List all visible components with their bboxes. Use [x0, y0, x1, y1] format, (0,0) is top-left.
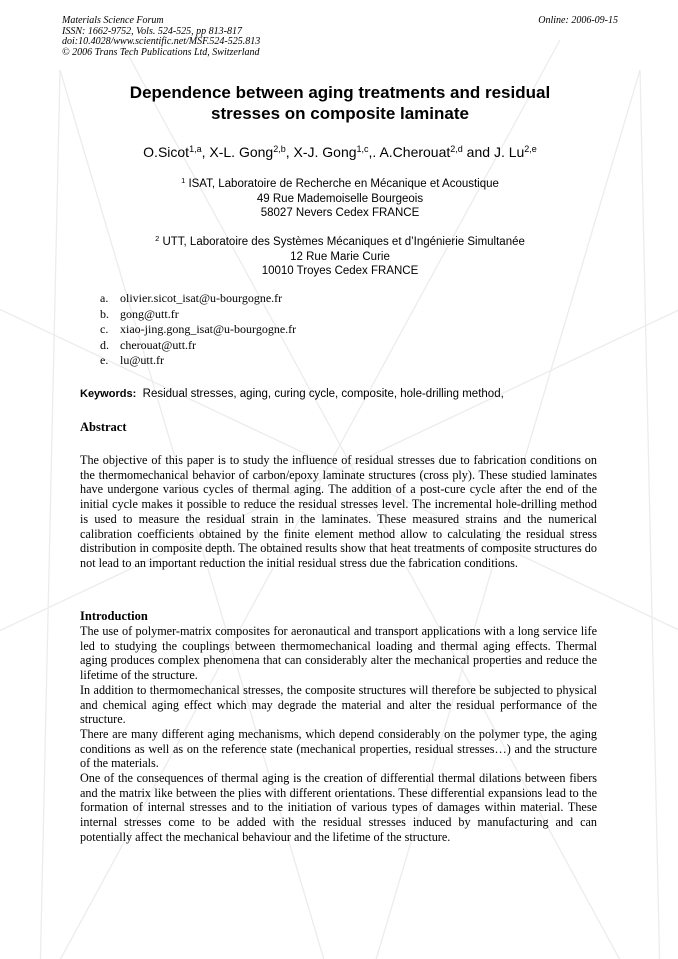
email-item: [100, 353, 296, 369]
email-label: b.: [100, 306, 109, 321]
introduction-heading: Introduction: [80, 609, 148, 623]
affiliation-number: 2: [155, 234, 160, 243]
intro-paragraph: There are many different aging mechanisms, which depend considerably on the polymer type, the aging conditions as well as on the reference state (mechanical properties, residual stresses…) and the structure of the materials.: [80, 726, 597, 771]
online-date: Online: 2006-09-15: [538, 15, 618, 26]
author-name: X-L. Gong: [209, 144, 274, 160]
email-address[interactable]: gong@utt.fr: [120, 306, 179, 321]
keywords-label: Keywords:: [80, 388, 137, 400]
title-line-1: Dependence between aging treatments and residual: [129, 83, 551, 102]
affiliation-city: 10010 Troyes Cedex FRANCE: [261, 265, 419, 277]
author-separator: and: [462, 144, 494, 160]
email-address[interactable]: cherouat@utt.fr: [120, 337, 197, 352]
email-label: e.: [100, 353, 109, 367]
affiliation-institution: UTT, Laboratoire des Systèmes Mécaniques et d’Ingénierie Simultanée: [162, 236, 525, 248]
keywords-text: Residual stresses, aging, curing cycle, composite, hole-drilling method,: [142, 388, 504, 400]
abstract-text: The objective of this paper is to study the influence of residual stresses due to fabrication conditions on the thermomechanical behavior of carbon/epoxy laminate structures (cross ply). These studied laminates have undergone various cycles of thermal aging. The addition of a post-cure cycle after the end of the initial cycle makes it possible to reduce the residual stresses level. The incremental hole-drilling method is used to measure the residual strain in the laminates. These measured strains and the numerical calibration coefficients obtained by the finite element method allow to calculating the residual stress distribution in composite depth. The obtained results show that heat treatments of composite structures do not lead to an important reduction the initial residual stress due the fabrication conditions.: [80, 453, 597, 570]
issn-line: ISSN: 1662-9752, Vols. 524-525, pp 813-817: [62, 25, 242, 37]
paper-title: [62, 82, 618, 124]
email-item: [100, 322, 296, 338]
doi-line: doi:10.4028/www.scientific.net/MSF.524-525.813: [62, 36, 261, 48]
email-address[interactable]: xiao-jing.gong_isat@u-bourgogne.fr: [120, 322, 297, 336]
affiliation-institution: ISAT, Laboratoire de Recherche en Mécanique et Acoustique: [188, 178, 499, 190]
intro-paragraph: One of the consequences of thermal aging is the creation of differential thermal dilations between fibers and the matrix like between the plies with different orientations. These differential expansions lead to the formation of internal stresses and to the initiation of various types of damages within material. These internal stresses come to be added with the residual stresses induced by manufacturing and can potentially affect the mechanical behaviour and the lifetime of the structure.: [80, 771, 597, 844]
email-item: [100, 338, 296, 354]
affiliation-street: 12 Rue Marie Curie: [290, 250, 390, 263]
affiliation-city: 58027 Nevers Cedex FRANCE: [260, 207, 420, 219]
abstract-heading: Abstract: [80, 420, 127, 434]
author-affiliation-mark: 2,e: [524, 144, 537, 154]
author-name: O.Sicot: [143, 144, 190, 160]
email-list: [100, 291, 296, 369]
affiliation-2: [62, 235, 618, 279]
affiliation-number: 1: [181, 176, 186, 185]
email-address[interactable]: lu@utt.fr: [120, 353, 165, 367]
introduction-body: [80, 624, 597, 845]
journal-name: Materials Science Forum: [62, 15, 164, 26]
author-affiliation-mark: 1,c: [356, 144, 369, 154]
email-item: [100, 307, 296, 323]
email-label: c.: [100, 322, 109, 336]
author-affiliation-mark: 2,b: [273, 144, 286, 154]
author-affiliation-mark: 2,d: [450, 144, 463, 154]
copyright-line: © 2006 Trans Tech Publications Ltd, Switzerland: [62, 46, 260, 58]
affiliation-1: [62, 177, 618, 221]
author-name: A.Cherouat: [379, 144, 451, 160]
author-name: X-J. Gong: [293, 144, 357, 160]
author-list: [40, 143, 640, 161]
email-address[interactable]: olivier.sicot_isat@u-bourgogne.fr: [120, 291, 283, 305]
author-separator: ,: [285, 144, 294, 160]
email-label: a.: [100, 291, 109, 305]
author-separator: ,: [201, 144, 210, 160]
journal-header: [62, 16, 618, 58]
author-name: J. Lu: [493, 144, 525, 160]
title-line-2: stresses on composite laminate: [211, 104, 469, 123]
email-label: d.: [100, 337, 109, 352]
author-affiliation-mark: 1,a: [189, 144, 202, 154]
email-item: [100, 291, 296, 307]
keywords-line: [80, 388, 504, 400]
author-separator: ,.: [368, 144, 380, 160]
intro-paragraph: In addition to thermomechanical stresses, the composite structures will therefore be subjected to physical and chemical aging effect which may degrade the material and alter the residual performance of the structure.: [80, 682, 597, 727]
intro-paragraph: The use of polymer-matrix composites for aeronautical and transport applications with a long service life led to studying the couplings between thermomechanical loading and thermal aging effects. Thermal aging produces complex phenomena that can considerably alter the mechanical properties and reduce the lifetime of the structure.: [80, 624, 597, 683]
affiliation-street: 49 Rue Mademoiselle Bourgeois: [256, 192, 424, 205]
